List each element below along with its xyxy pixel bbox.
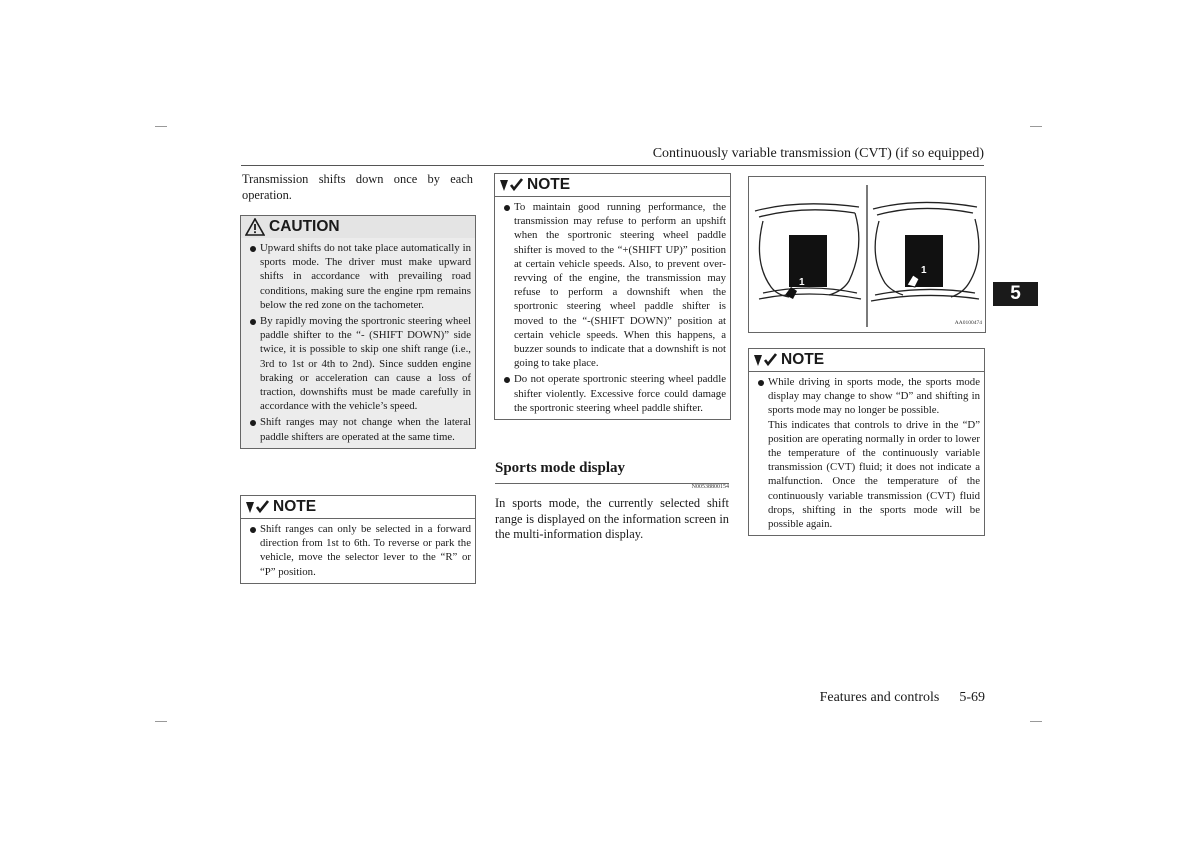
crop-mark bbox=[1030, 126, 1042, 127]
note-check-icon bbox=[245, 500, 269, 514]
caution-box bbox=[240, 215, 476, 449]
note-item: Shift ranges can only be selected in a forward direction from 1st to 6th. To reverse or park the vehicle, move the selector lever to the “R” or “P” position. bbox=[249, 522, 471, 579]
page-header bbox=[241, 146, 984, 166]
note-item: Do not operate sportronic steering wheel paddle shifter violently. Excessive force could damage the sportronic steering wheel paddle shifter. bbox=[503, 372, 726, 415]
note-body bbox=[749, 372, 984, 535]
note-header bbox=[241, 496, 475, 519]
note-title: NOTE bbox=[527, 176, 571, 193]
note-item: To maintain good running performance, the transmission may refuse to perform an upshift when the sportronic steering wheel paddle shifter is moved to the “+(SHIFT UP)” position at certain vehicle speeds. Also, to prevent over-revving of the engine, the transmission may refuse to perform a downshift when the sportronic steering wheel paddle shifter is moved to the “-(SHIFT DOWN)” position at certain vehicle speeds. When this happens, a buzzer sounds to indicate that a downshift is not going to take place. bbox=[503, 200, 726, 370]
note-body bbox=[241, 519, 475, 583]
caution-header bbox=[241, 216, 475, 238]
chapter-tab: 5 bbox=[993, 282, 1038, 306]
note-header bbox=[495, 174, 730, 197]
note-title: NOTE bbox=[781, 351, 825, 368]
caution-item: Upward shifts do not take place automatically in sports mode. The driver must make upward shifts in accordance with prevailing road conditions, making sure the engine rpm remains below the red zone on the tachometer. bbox=[249, 241, 471, 312]
note-check-icon bbox=[499, 178, 523, 192]
note-body bbox=[495, 197, 730, 419]
note-check-icon bbox=[753, 353, 777, 367]
crop-mark bbox=[155, 721, 167, 722]
footer-section: Features and controls bbox=[819, 690, 940, 705]
left-gear-number: 1 bbox=[799, 277, 805, 288]
caution-title: CAUTION bbox=[269, 218, 340, 235]
section-text: In sports mode, the currently selected shift range is displayed on the information screen in the multi-information display. bbox=[495, 496, 729, 542]
instrument-cluster-figure bbox=[748, 176, 986, 333]
note-header bbox=[749, 349, 984, 372]
section-code: N00538800154 bbox=[691, 484, 729, 490]
caution-body bbox=[241, 238, 475, 448]
page-footer bbox=[760, 690, 985, 706]
section-heading: Sports mode display bbox=[495, 460, 626, 476]
page-number: 5-69 bbox=[959, 690, 985, 705]
warning-triangle-icon bbox=[245, 218, 265, 236]
crop-mark bbox=[155, 126, 167, 127]
note-title: NOTE bbox=[273, 498, 317, 515]
intro-text: Transmission shifts down once by each operation. bbox=[242, 172, 473, 202]
note-box-right bbox=[748, 348, 985, 536]
page-title: Continuously variable transmission (CVT) (if so equipped) bbox=[652, 146, 984, 161]
caution-item: Shift ranges may not change when the lateral paddle shifters are operated at the same time. bbox=[249, 415, 471, 443]
figure-code: AA0100474 bbox=[954, 320, 982, 326]
note-item: While driving in sports mode, the sports mode display may change to show “D” and shifting in sports mode may no longer be possible. bbox=[757, 375, 980, 418]
caution-item: By rapidly moving the sportronic steering wheel paddle shifter to the “- (SHIFT DOWN)” side twice, it is possible to skip one shift range (i.e., 3rd to 1st or 4th to 2nd). Since sudden engine braking or acceleration can cause a loss of traction, downshifts must be made carefully in accordance with the vehicle’s speed. bbox=[249, 314, 471, 413]
instrument-cluster-illustration bbox=[749, 177, 985, 332]
right-gear-number: 1 bbox=[921, 265, 927, 276]
crop-mark bbox=[1030, 721, 1042, 722]
note-box-middle bbox=[494, 173, 731, 420]
note-extra-text: This indicates that controls to drive in the “D” position are operating normally in order to lower the temperature of the continuously variable transmission (CVT) fluid; it does not indicate a malfunction. Once the temperature of the continuously variable transmission (CVT) fluid drops, shifting in the sports mode will be possible again. bbox=[768, 418, 980, 531]
note-box-left bbox=[240, 495, 476, 584]
